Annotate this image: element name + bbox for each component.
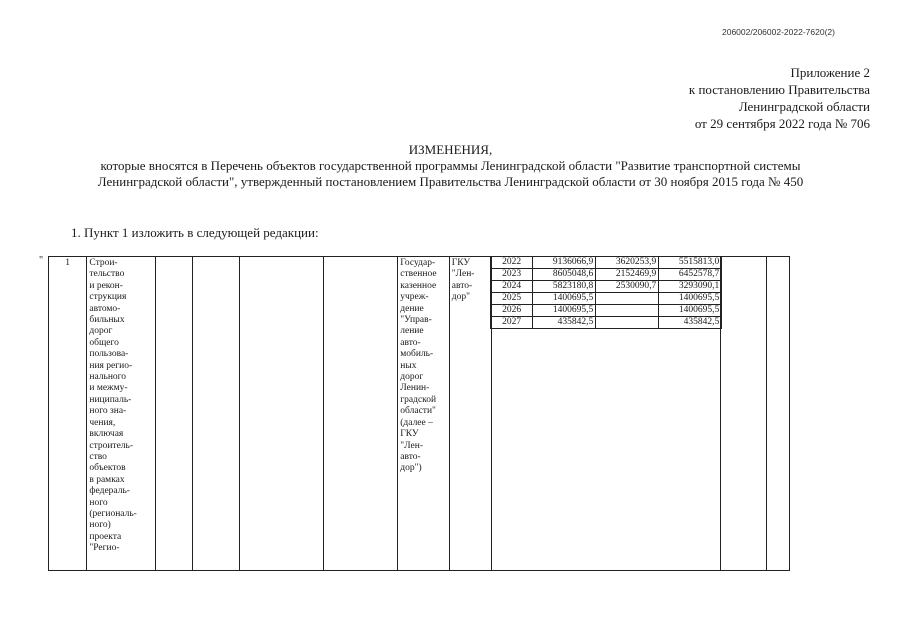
cell-text-line: в рамках: [89, 474, 125, 485]
cell-text-line: градской: [400, 394, 437, 405]
empty-cell: [193, 257, 239, 571]
cell-text-line: дение: [400, 303, 424, 314]
cell-text-line: ного зна-: [89, 406, 127, 417]
cell-text-line: дорог: [400, 372, 424, 383]
cell-text-line: ление: [400, 326, 424, 337]
year-row: [491, 269, 722, 281]
cell-text-line: бильных: [89, 315, 125, 326]
cell-text-line: (далее –: [400, 417, 433, 428]
cell-text-line: ного: [89, 497, 108, 508]
cell-text-line: тельство: [89, 269, 125, 280]
regional-cell: 435842,5: [659, 317, 722, 329]
year-cell: 2025: [491, 293, 533, 305]
year-cell: 2022: [491, 257, 533, 269]
cell-text-line: включая: [89, 429, 124, 440]
cell-text-line: области": [400, 406, 436, 417]
federal-cell: 3620253,9: [596, 257, 659, 269]
customer-cell: [398, 257, 449, 571]
point-instruction: 1. Пункт 1 изложить в следующей редакции:: [71, 225, 319, 240]
cell-text-line: авто-: [451, 280, 473, 291]
cell-text-line: Ленин-: [400, 383, 430, 394]
empty-cell: [766, 257, 789, 571]
cell-text-line: строитель-: [89, 440, 134, 451]
cell-text-line: ственное: [400, 269, 437, 280]
cell-text-line: федераль-: [89, 486, 130, 497]
year-cell: 2026: [491, 305, 533, 317]
cell-text-line: ных: [400, 360, 417, 371]
cell-text-line: учреж-: [400, 292, 429, 303]
cell-text-line: ниципаль-: [89, 394, 132, 405]
cell-text-line: пользова-: [89, 349, 129, 360]
federal-cell: 2530090,7: [596, 281, 659, 293]
empty-cell: [239, 257, 323, 571]
title-line: Ленинградской области", утвержденный постановлением Правительства Ленинградской области от 30 ноября 2015 года № 450: [97, 174, 804, 189]
year-cell: 2024: [491, 281, 533, 293]
cell-text-line: казенное: [400, 280, 437, 291]
cell-text-line: и рекон-: [89, 280, 123, 291]
cell-text-line: авто-: [400, 451, 421, 462]
cell-text-line: нального: [89, 372, 127, 383]
financing-cell: [492, 257, 721, 571]
total-cell: 8605048,6: [533, 269, 596, 281]
cell-text-line: ния регио-: [89, 360, 133, 371]
cell-text-line: автомо-: [89, 303, 121, 314]
document-title: [0, 142, 901, 190]
cell-text-line: дор"): [400, 463, 422, 474]
cell-text-line: "Управ-: [400, 315, 432, 326]
total-cell: 1400695,5: [533, 305, 596, 317]
appendix-line: к постановлению Правительства: [688, 82, 870, 97]
regional-cell: 1400695,5: [659, 305, 722, 317]
cell-text-line: объектов: [89, 463, 126, 474]
cell-text-line: мобиль-: [400, 349, 434, 360]
cell-text-line: и межму-: [89, 383, 128, 394]
year-row: [491, 257, 722, 269]
cell-text-line: Строи-: [89, 258, 118, 268]
total-cell: 5823180,8: [533, 281, 596, 293]
year-row: [491, 293, 722, 305]
title-line: которые вносятся в Перечень объектов государственной программы Ленинградской области "Развитие транспортной системы: [100, 158, 801, 173]
year-row: [491, 305, 722, 317]
cell-text-line: (региональ-: [89, 508, 137, 519]
year-cell: 2023: [491, 269, 533, 281]
table-row: [49, 257, 790, 571]
year-row: [491, 281, 722, 293]
cell-text-line: авто-: [400, 337, 421, 348]
total-cell: 1400695,5: [533, 293, 596, 305]
financing-table: [490, 256, 722, 329]
cell-text-line: проекта: [89, 531, 122, 542]
total-cell: 435842,5: [533, 317, 596, 329]
cell-text-line: "Лен-: [451, 269, 475, 280]
empty-cell: [323, 257, 398, 571]
appendix-line: Ленинградской области: [738, 99, 870, 114]
objects-table: [48, 256, 790, 571]
federal-cell: 2152469,9: [596, 269, 659, 281]
appendix-line: от 29 сентября 2022 года № 706: [694, 116, 870, 131]
total-cell: 9136066,9: [533, 257, 596, 269]
cell-text-line: чения,: [89, 417, 116, 428]
federal-cell: [596, 305, 659, 317]
cell-text-line: общего: [89, 337, 119, 348]
year-cell: 2027: [491, 317, 533, 329]
federal-cell: [596, 293, 659, 305]
cell-text-line: дорог: [89, 326, 113, 337]
regional-cell: 5515813,0: [659, 257, 722, 269]
document-id: 206002/206002-2022-7620(2): [722, 27, 835, 37]
cell-text-line: ГКУ: [400, 429, 419, 440]
appendix-block: [620, 64, 870, 132]
cell-text-line: ного): [89, 520, 111, 531]
cell-text-line: ГКУ: [451, 258, 471, 268]
regional-cell: 1400695,5: [659, 293, 722, 305]
empty-cell: [156, 257, 193, 571]
regional-cell: 3293090,1: [659, 281, 722, 293]
cell-text-line: Государ-: [400, 258, 436, 268]
cell-text-line: ство: [89, 451, 107, 462]
year-row: [491, 317, 722, 329]
row-number: 1: [49, 257, 87, 571]
executor-cell: [449, 257, 491, 571]
empty-cell: [721, 257, 766, 571]
title-heading: ИЗМЕНЕНИЯ,: [408, 142, 493, 157]
federal-cell: [596, 317, 659, 329]
cell-text-line: "Лен-: [400, 440, 423, 451]
appendix-line: Приложение 2: [790, 65, 870, 80]
cell-text-line: "Регио-: [89, 543, 120, 554]
object-name-cell: [87, 257, 156, 571]
opening-quote: ": [39, 255, 44, 266]
regional-cell: 6452578,7: [659, 269, 722, 281]
cell-text-line: дор": [451, 292, 470, 303]
cell-text-line: струкция: [89, 292, 127, 303]
